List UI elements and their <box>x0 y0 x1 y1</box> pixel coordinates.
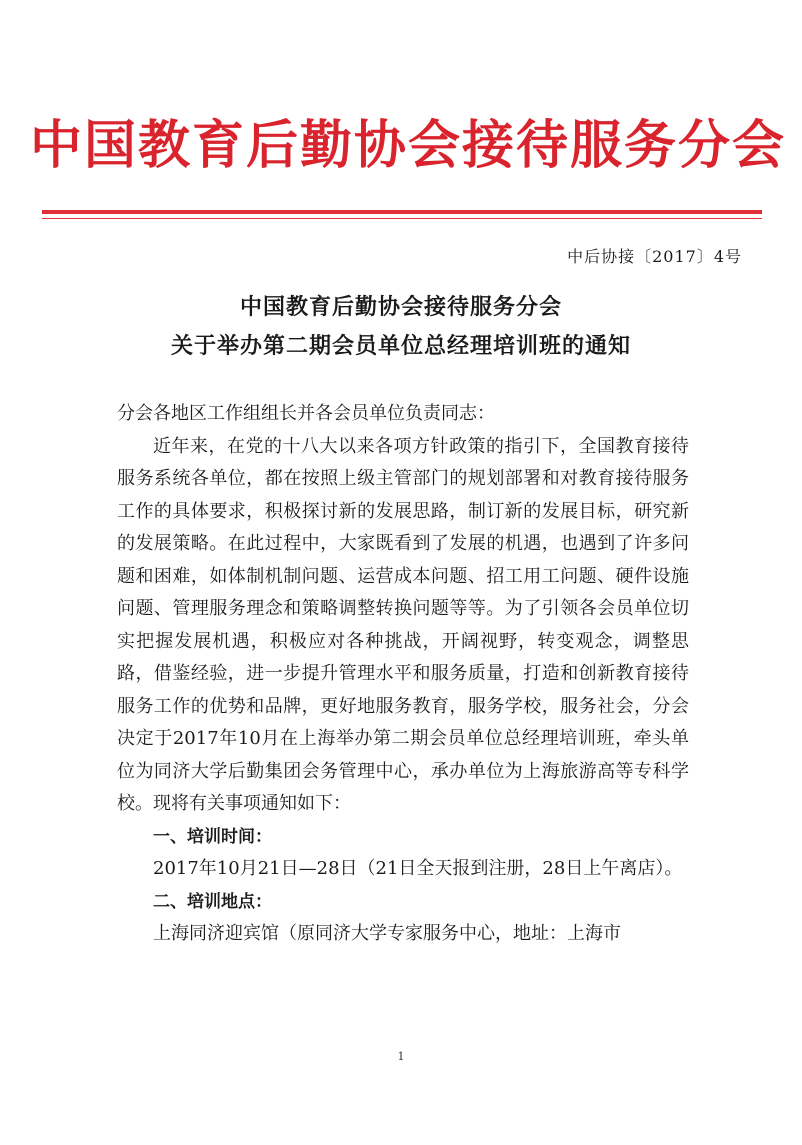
section1-text: 2017年10月21日—28日（21日全天报到注册，28日上午离店）。 <box>153 858 683 879</box>
letterhead-divider-thick <box>42 210 762 214</box>
section1-heading: 一、培训时间： <box>153 826 272 847</box>
page-number: 1 <box>397 1050 405 1063</box>
section2-heading: 二、培训地点： <box>153 891 272 912</box>
org-letterhead: 中国教育后勤协会接待服务分会 <box>30 116 787 176</box>
document-body <box>117 398 689 951</box>
intro-paragraph: 近年来，在党的十八大以来各项方针政策的指引下，全国教育接待服务系统各单位，都在按照上级主管部门的规划部署和对教育接待服务工作的具体要求，积极探讨新的发展思路，制订新的发展目标，研究新的发展策略。在此过程中，大家既看到了发展的机遇，也遇到了许多问题和困难，如体制机制问题、运营成本问题、招工用工问题、硬件设施问题、管理服务理念和策略调整转换问题等等。为了引领各会员单位切实把握发展机遇，积极应对各种挑战，开阔视野，转变观念，调整思路，借鉴经验，进一步提升管理水平和服务质量，打造和创新教育接待服务工作的优势和品牌，更好地服务教育，服务学校，服务社会，分会决定于2017年10月在上海举办第二期会员单位总经理培训班，牵头单位为同济大学后勤集团会务管理中心，承办单位为上海旅游高等专科学校。现将有关事项通知如下： <box>117 435 689 814</box>
section2-text: 上海同济迎宾馆（原同济大学专家服务中心，地址：上海市 <box>153 923 621 944</box>
document-title-line1: 中国教育后勤协会接待服务分会 <box>239 295 562 320</box>
letterhead-divider-thin <box>42 218 762 219</box>
document-number: 中后协接〔2017〕4号 <box>567 247 742 266</box>
salutation: 分会各地区工作组组长并各会员单位负责同志： <box>117 403 495 424</box>
document-title-line2: 关于举办第二期会员单位总经理培训班的通知 <box>170 334 631 359</box>
